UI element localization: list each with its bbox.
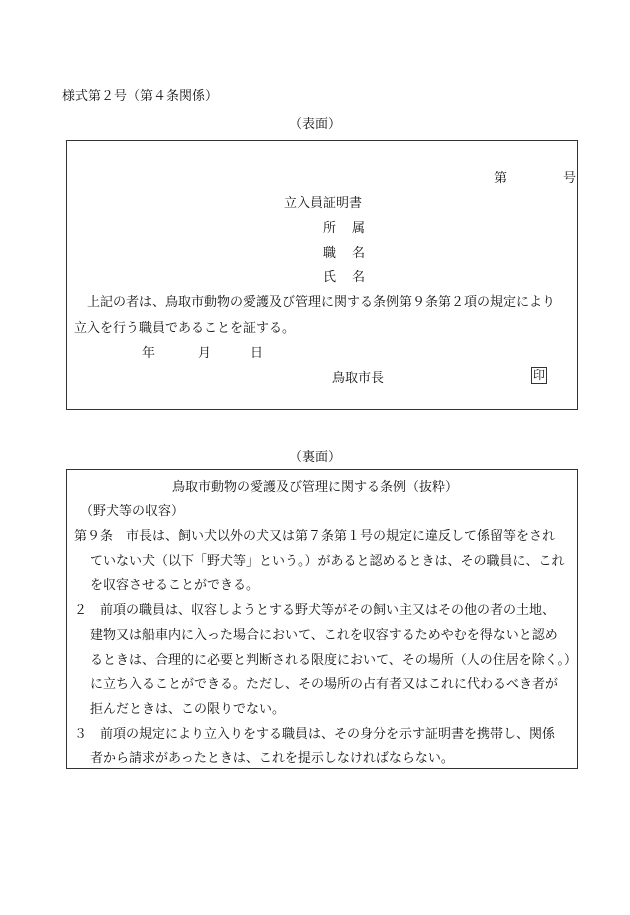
- field-affiliation-char-2: 属: [351, 221, 365, 236]
- ordinance-line: 第９条 市長は、飼い犬以外の犬又は第７条第１号の規定に違反して係留等をされ: [74, 529, 556, 544]
- ordinance-line: ていない犬（以下「野犬等」という。）があると認めるときは、その職員に、これ: [90, 554, 565, 569]
- date-month: 月: [198, 346, 212, 361]
- certificate-title: 立入員証明書: [284, 196, 363, 211]
- field-job-title-char-1: 職: [323, 246, 337, 261]
- issuer-name: 鳥取市長: [332, 371, 385, 386]
- front-side-label: （表面）: [288, 117, 341, 132]
- ordinance-line: 者から請求があったときは、これを提示しなければならない。: [90, 751, 454, 766]
- back-side-label: （裏面）: [288, 450, 341, 465]
- ordinance-line: 建物又は船車内に入った場合において、これを収容するためやむを得ないと認め: [90, 628, 558, 643]
- form-number: 様式第２号（第４条関係）: [62, 89, 219, 104]
- ordinance-title: 鳥取市動物の愛護及び管理に関する条例（抜粋）: [171, 480, 458, 495]
- section-heading: （野犬等の収容）: [80, 504, 185, 519]
- field-affiliation-char-1: 所: [323, 221, 337, 236]
- ordinance-line: を収容させることができる。: [90, 578, 260, 593]
- statement-line-1: 上記の者は、鳥取市動物の愛護及び管理に関する条例第９条第２項の規定により: [87, 295, 556, 310]
- field-name-char-2: 名: [351, 270, 365, 285]
- ordinance-line: ３ 前項の規定により立入りをする職員は、その身分を示す証明書を携帯し、関係: [74, 727, 556, 742]
- field-name-char-1: 氏: [323, 270, 337, 285]
- seal-mark: 印: [532, 368, 545, 382]
- date-day: 日: [250, 346, 264, 361]
- number-prefix: 第: [494, 171, 508, 186]
- ordinance-line: るときは、合理的に必要と判断される限度において、その場所（人の住居を除く。）: [90, 653, 577, 668]
- statement-line-2: 立入を行う職員であることを証する。: [74, 321, 296, 336]
- ordinance-line: 拒んだときは、この限りでない。: [90, 702, 286, 717]
- ordinance-line: に立ち入ることができる。ただし、その場所の占有者又はこれに代わるべき者が: [90, 677, 559, 692]
- number-suffix: 号: [562, 171, 576, 186]
- ordinance-line: ２ 前項の職員は、収容しようとする野犬等がその飼い主又はその他の者の土地、: [74, 603, 556, 618]
- field-job-title-char-2: 名: [351, 246, 365, 261]
- date-year: 年: [142, 346, 156, 361]
